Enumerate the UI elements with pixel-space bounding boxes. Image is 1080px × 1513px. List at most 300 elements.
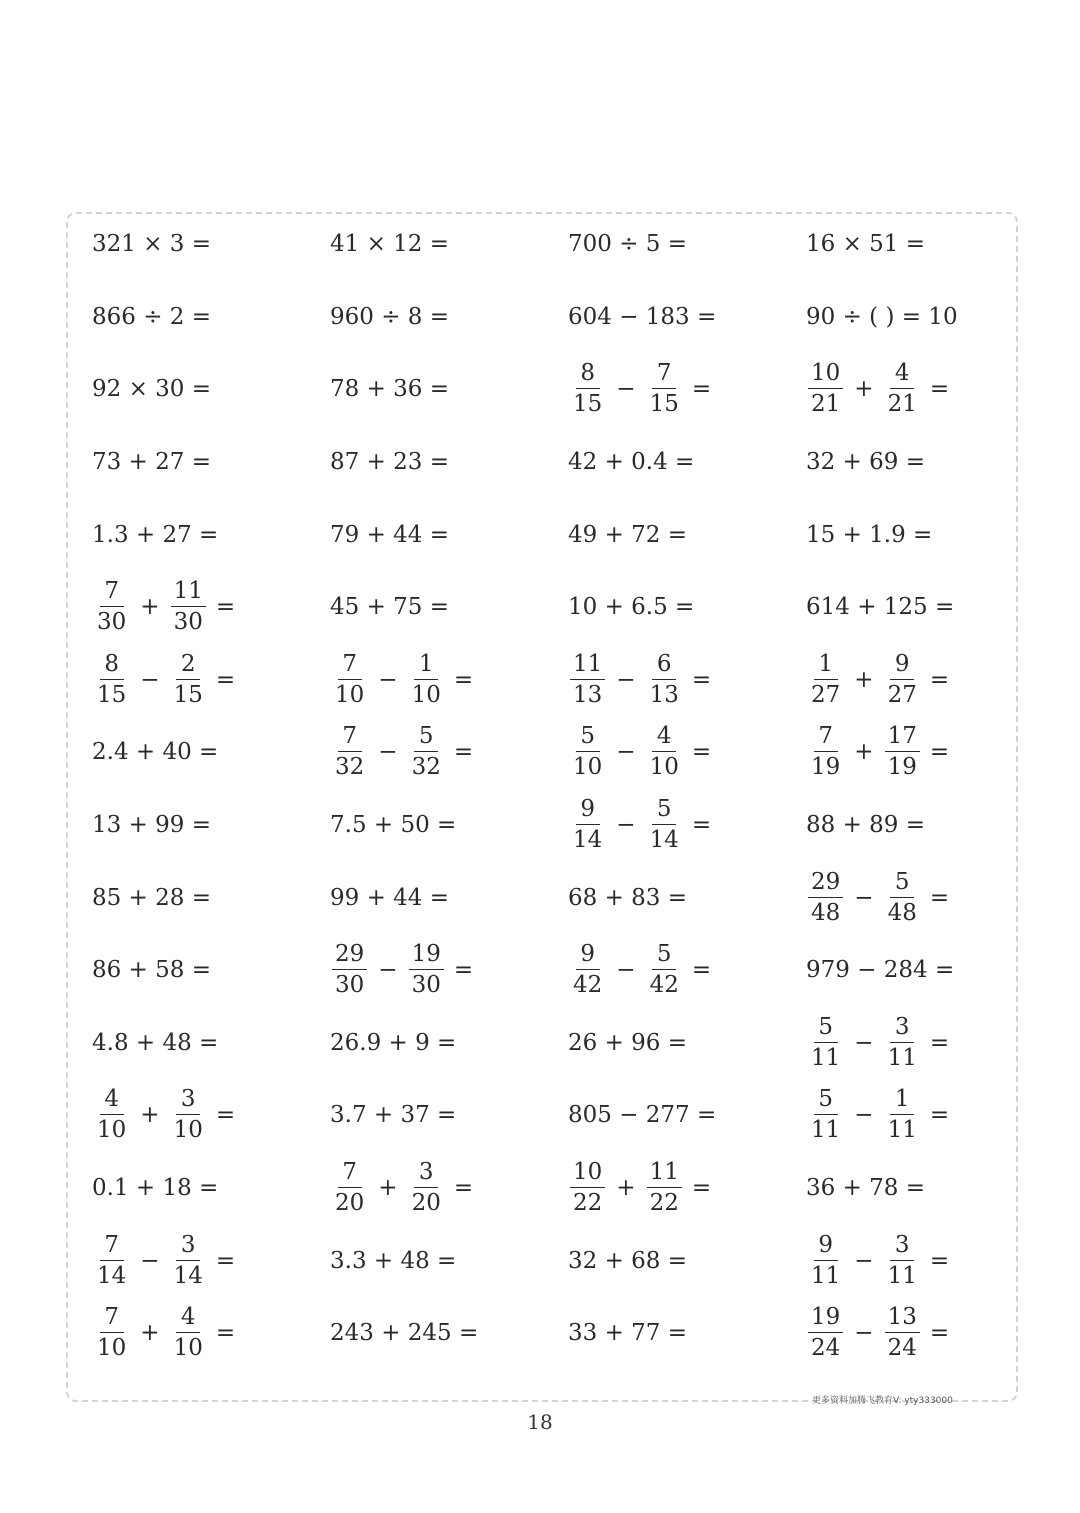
- numerator: 19: [409, 943, 444, 970]
- problem-cell: [568, 1224, 687, 1297]
- equals-sign: =: [929, 884, 950, 911]
- problem-text: 3.3 + 48 =: [330, 1247, 457, 1274]
- numerator: 29: [808, 871, 843, 898]
- denominator: 11: [811, 1117, 841, 1144]
- denominator: 14: [573, 827, 603, 854]
- denominator: 19: [811, 754, 841, 781]
- numerator: 5: [890, 871, 914, 898]
- problem-text: 1.3 + 27 =: [92, 521, 219, 548]
- denominator: 30: [97, 609, 127, 636]
- problem-cell: [92, 1007, 218, 1080]
- fraction: [94, 1306, 129, 1360]
- operator: −: [854, 884, 874, 911]
- problem-cell: [92, 861, 211, 934]
- problem-cell: [92, 1297, 235, 1370]
- problem-text: 604 − 183 =: [568, 303, 717, 330]
- problem-text: 86 + 58 =: [92, 957, 212, 984]
- fraction: [171, 1306, 206, 1360]
- fraction: [94, 650, 129, 708]
- fraction: [94, 580, 129, 634]
- problem-cell: [568, 1152, 711, 1225]
- numerator: 4: [176, 1306, 200, 1333]
- problem-cell: [330, 1007, 456, 1080]
- problem-grid: [92, 208, 1012, 1370]
- equals-sign: =: [929, 1102, 950, 1129]
- equals-sign: =: [215, 594, 236, 621]
- numerator: 11: [171, 580, 206, 607]
- problem-cell: [806, 789, 925, 862]
- numerator: 3: [414, 1161, 438, 1188]
- problem-cell: [92, 1224, 235, 1297]
- denominator: 10: [411, 681, 441, 708]
- problem-cell: [806, 208, 925, 281]
- operator: +: [378, 1175, 398, 1202]
- problem-text: 243 + 245 =: [330, 1320, 479, 1347]
- problem-cell: [92, 353, 211, 426]
- denominator: 15: [173, 681, 203, 708]
- problem-row: [92, 934, 1012, 1007]
- problem-row: [92, 1079, 1012, 1152]
- numerator: 4: [652, 725, 676, 752]
- denominator: 30: [335, 972, 365, 999]
- problem-text: 700 ÷ 5 =: [568, 231, 688, 258]
- problem-cell: [806, 934, 954, 1007]
- problem-cell: [92, 208, 211, 281]
- problem-text: 614 + 125 =: [806, 594, 955, 621]
- problem-cell: [568, 1007, 687, 1080]
- problem-text: 49 + 72 =: [568, 521, 688, 548]
- numerator: 7: [338, 725, 362, 752]
- problem-cell: [806, 1079, 949, 1152]
- problem-text: 15 + 1.9 =: [806, 521, 933, 548]
- problem-cell: [330, 281, 449, 354]
- problem-cell: [806, 426, 925, 499]
- numerator: 10: [808, 362, 843, 389]
- problem-text: 41 × 12 =: [330, 231, 450, 258]
- fraction: [885, 1306, 920, 1360]
- problem-text: 13 + 99 =: [92, 812, 212, 839]
- problem-row: [92, 498, 1012, 571]
- problem-cell: [92, 498, 218, 571]
- operator: −: [854, 1320, 874, 1347]
- operator: +: [140, 594, 160, 621]
- denominator: 10: [97, 1335, 127, 1362]
- numerator: 10: [570, 1161, 605, 1188]
- denominator: 19: [887, 754, 917, 781]
- fraction: [171, 1231, 206, 1289]
- problem-cell: [330, 789, 456, 862]
- fraction: [885, 1013, 920, 1071]
- equals-sign: =: [691, 666, 712, 693]
- fraction: [808, 868, 843, 926]
- problem-text: 3.7 + 37 =: [330, 1102, 457, 1129]
- numerator: 9: [890, 653, 914, 680]
- denominator: 11: [811, 1044, 841, 1071]
- problem-text: 960 ÷ 8 =: [330, 303, 450, 330]
- problem-cell: [92, 426, 211, 499]
- fraction: [409, 650, 444, 708]
- denominator: 27: [811, 681, 841, 708]
- denominator: 22: [649, 1190, 679, 1217]
- numerator: 5: [652, 943, 676, 970]
- fraction: [332, 943, 367, 997]
- numerator: 7: [338, 653, 362, 680]
- denominator: 14: [649, 827, 679, 854]
- problem-text: 33 + 77 =: [568, 1320, 688, 1347]
- problem-text: 90 ÷ ( ) = 10: [806, 303, 958, 330]
- denominator: 10: [573, 754, 603, 781]
- problem-row: [92, 716, 1012, 789]
- problem-text: 32 + 69 =: [806, 449, 926, 476]
- fraction: [647, 362, 682, 416]
- problem-text: 2.4 + 40 =: [92, 739, 219, 766]
- equals-sign: =: [929, 1247, 950, 1274]
- equals-sign: =: [453, 1175, 474, 1202]
- denominator: 10: [173, 1335, 203, 1362]
- denominator: 11: [887, 1044, 917, 1071]
- denominator: 20: [411, 1190, 441, 1217]
- problem-cell: [92, 1079, 235, 1152]
- numerator: 7: [100, 580, 124, 607]
- operator: −: [378, 739, 398, 766]
- equals-sign: =: [215, 1247, 236, 1274]
- operator: +: [854, 376, 874, 403]
- problem-row: [92, 571, 1012, 644]
- problem-cell: [92, 934, 211, 1007]
- denominator: 11: [887, 1117, 917, 1144]
- problem-cell: [92, 281, 211, 354]
- numerator: 7: [100, 1234, 124, 1261]
- denominator: 30: [411, 972, 441, 999]
- problem-cell: [568, 644, 711, 717]
- denominator: 21: [811, 391, 841, 418]
- denominator: 10: [97, 1117, 127, 1144]
- problem-text: 92 × 30 =: [92, 376, 212, 403]
- numerator: 5: [414, 725, 438, 752]
- numerator: 29: [332, 943, 367, 970]
- denominator: 11: [811, 1262, 841, 1289]
- problem-cell: [330, 934, 473, 1007]
- numerator: 5: [814, 1016, 838, 1043]
- fraction: [885, 868, 920, 926]
- operator: +: [140, 1320, 160, 1347]
- problem-cell: [330, 208, 449, 281]
- problem-text: 979 − 284 =: [806, 957, 955, 984]
- problem-cell: [92, 716, 218, 789]
- fraction: [808, 725, 843, 779]
- fraction: [808, 650, 843, 708]
- problem-row: [92, 281, 1012, 354]
- problem-text: 99 + 44 =: [330, 884, 450, 911]
- denominator: 10: [173, 1117, 203, 1144]
- problem-cell: [806, 644, 949, 717]
- problem-cell: [568, 281, 716, 354]
- problem-row: [92, 353, 1012, 426]
- denominator: 15: [97, 681, 127, 708]
- numerator: 17: [885, 725, 920, 752]
- fraction: [647, 943, 682, 997]
- numerator: 1: [414, 653, 438, 680]
- numerator: 3: [890, 1234, 914, 1261]
- numerator: 5: [576, 725, 600, 752]
- problem-row: [92, 1007, 1012, 1080]
- denominator: 30: [173, 609, 203, 636]
- equals-sign: =: [453, 739, 474, 766]
- fraction: [409, 943, 444, 997]
- problem-cell: [330, 498, 449, 571]
- problem-cell: [806, 1007, 949, 1080]
- denominator: 24: [887, 1335, 917, 1362]
- problem-row: [92, 426, 1012, 499]
- problem-cell: [330, 426, 449, 499]
- problem-text: 321 × 3 =: [92, 231, 212, 258]
- fraction: [647, 650, 682, 708]
- problem-row: [92, 1224, 1012, 1297]
- problem-cell: [806, 861, 949, 934]
- problem-cell: [330, 1152, 473, 1225]
- problem-cell: [92, 789, 211, 862]
- equals-sign: =: [453, 666, 474, 693]
- problem-cell: [806, 1297, 949, 1370]
- problem-text: 42 + 0.4 =: [568, 449, 695, 476]
- fraction: [409, 725, 444, 779]
- denominator: 42: [649, 972, 679, 999]
- numerator: 7: [652, 362, 676, 389]
- fraction: [94, 1231, 129, 1289]
- fraction: [332, 725, 367, 779]
- numerator: 8: [576, 362, 600, 389]
- fraction: [808, 1088, 843, 1142]
- denominator: 13: [649, 681, 679, 708]
- problem-cell: [568, 426, 694, 499]
- numerator: 8: [100, 653, 124, 680]
- fraction: [808, 1013, 843, 1071]
- numerator: 3: [176, 1088, 200, 1115]
- numerator: 9: [576, 798, 600, 825]
- problem-cell: [568, 1079, 716, 1152]
- problem-cell: [806, 1152, 925, 1225]
- problem-text: 87 + 23 =: [330, 449, 450, 476]
- numerator: 13: [885, 1306, 920, 1333]
- operator: −: [378, 957, 398, 984]
- numerator: 11: [647, 1161, 682, 1188]
- equals-sign: =: [691, 1175, 712, 1202]
- fraction: [332, 650, 367, 708]
- operator: −: [140, 666, 160, 693]
- problem-cell: [92, 1152, 218, 1225]
- numerator: 6: [652, 653, 676, 680]
- fraction: [570, 1161, 605, 1215]
- fraction: [171, 1088, 206, 1142]
- denominator: 15: [649, 391, 679, 418]
- problem-cell: [330, 571, 449, 644]
- problem-cell: [330, 1224, 456, 1297]
- problem-text: 85 + 28 =: [92, 884, 212, 911]
- numerator: 11: [570, 653, 605, 680]
- problem-cell: [330, 644, 473, 717]
- numerator: 5: [652, 798, 676, 825]
- fraction: [94, 1088, 129, 1142]
- operator: +: [854, 666, 874, 693]
- fraction: [885, 650, 920, 708]
- problem-text: 79 + 44 =: [330, 521, 450, 548]
- operator: −: [616, 666, 636, 693]
- problem-cell: [568, 498, 687, 571]
- denominator: 32: [335, 754, 365, 781]
- problem-cell: [330, 861, 449, 934]
- numerator: 5: [814, 1088, 838, 1115]
- denominator: 11: [887, 1262, 917, 1289]
- problem-cell: [806, 571, 954, 644]
- fraction: [885, 1231, 920, 1289]
- problem-text: 16 × 51 =: [806, 231, 926, 258]
- equals-sign: =: [691, 812, 712, 839]
- fraction: [885, 725, 920, 779]
- fraction: [647, 798, 682, 852]
- problem-cell: [806, 1224, 949, 1297]
- fraction: [885, 362, 920, 416]
- operator: −: [140, 1247, 160, 1274]
- numerator: 2: [176, 653, 200, 680]
- denominator: 24: [811, 1335, 841, 1362]
- equals-sign: =: [929, 376, 950, 403]
- problem-text: 26 + 96 =: [568, 1029, 688, 1056]
- problem-row: [92, 644, 1012, 717]
- operator: −: [854, 1247, 874, 1274]
- problem-cell: [568, 1297, 687, 1370]
- numerator: 7: [814, 725, 838, 752]
- equals-sign: =: [215, 666, 236, 693]
- numerator: 19: [808, 1306, 843, 1333]
- numerator: 9: [576, 943, 600, 970]
- denominator: 48: [887, 899, 917, 926]
- operator: +: [140, 1102, 160, 1129]
- fraction: [885, 1088, 920, 1142]
- problem-text: 68 + 83 =: [568, 884, 688, 911]
- denominator: 27: [887, 681, 917, 708]
- problem-cell: [568, 861, 687, 934]
- denominator: 10: [335, 681, 365, 708]
- denominator: 22: [573, 1190, 603, 1217]
- denominator: 10: [649, 754, 679, 781]
- numerator: 3: [176, 1234, 200, 1261]
- problem-cell: [330, 1079, 456, 1152]
- problem-cell: [806, 716, 949, 789]
- equals-sign: =: [691, 739, 712, 766]
- denominator: 13: [573, 681, 603, 708]
- numerator: 3: [890, 1016, 914, 1043]
- operator: −: [616, 376, 636, 403]
- operator: −: [616, 739, 636, 766]
- fraction: [808, 1231, 843, 1289]
- problem-text: 36 + 78 =: [806, 1175, 926, 1202]
- equals-sign: =: [691, 376, 712, 403]
- fraction: [570, 362, 605, 416]
- problem-cell: [568, 716, 711, 789]
- fraction: [808, 362, 843, 416]
- fraction: [570, 943, 605, 997]
- fraction: [647, 725, 682, 779]
- problem-cell: [92, 644, 235, 717]
- problem-cell: [568, 208, 687, 281]
- equals-sign: =: [929, 1320, 950, 1347]
- problem-text: 0.1 + 18 =: [92, 1175, 219, 1202]
- equals-sign: =: [691, 957, 712, 984]
- equals-sign: =: [929, 739, 950, 766]
- denominator: 21: [887, 391, 917, 418]
- denominator: 14: [97, 1262, 127, 1289]
- numerator: 9: [814, 1234, 838, 1261]
- equals-sign: =: [453, 957, 474, 984]
- problem-text: 45 + 75 =: [330, 594, 450, 621]
- numerator: 7: [338, 1161, 362, 1188]
- numerator: 4: [890, 362, 914, 389]
- problem-text: 10 + 6.5 =: [568, 594, 695, 621]
- problem-row: [92, 789, 1012, 862]
- problem-text: 4.8 + 48 =: [92, 1029, 219, 1056]
- denominator: 42: [573, 972, 603, 999]
- problem-cell: [806, 281, 958, 354]
- fraction: [570, 725, 605, 779]
- numerator: 1: [890, 1088, 914, 1115]
- problem-text: 805 − 277 =: [568, 1102, 717, 1129]
- problem-cell: [92, 571, 235, 644]
- problem-cell: [568, 789, 711, 862]
- problem-cell: [568, 934, 711, 1007]
- problem-row: [92, 1297, 1012, 1370]
- problem-cell: [806, 498, 932, 571]
- problem-cell: [568, 353, 711, 426]
- page-number: 18: [527, 1410, 553, 1434]
- problem-cell: [330, 353, 449, 426]
- fraction: [808, 1306, 843, 1360]
- equals-sign: =: [215, 1102, 236, 1129]
- operator: +: [854, 739, 874, 766]
- problem-row: [92, 208, 1012, 281]
- problem-text: 78 + 36 =: [330, 376, 450, 403]
- problem-text: 7.5 + 50 =: [330, 812, 457, 839]
- denominator: 15: [573, 391, 603, 418]
- denominator: 32: [411, 754, 441, 781]
- fraction: [570, 798, 605, 852]
- problem-text: 73 + 27 =: [92, 449, 212, 476]
- problem-cell: [330, 1297, 478, 1370]
- operator: −: [616, 812, 636, 839]
- fraction: [570, 650, 605, 708]
- fraction: [647, 1161, 682, 1215]
- denominator: 14: [173, 1262, 203, 1289]
- problem-text: 32 + 68 =: [568, 1247, 688, 1274]
- numerator: 1: [814, 653, 838, 680]
- watermark-text: 更多资料加腾飞教育V: yty333000: [812, 1396, 953, 1406]
- equals-sign: =: [929, 1029, 950, 1056]
- operator: −: [378, 666, 398, 693]
- problem-row: [92, 861, 1012, 934]
- operator: +: [616, 1175, 636, 1202]
- equals-sign: =: [929, 666, 950, 693]
- numerator: 4: [100, 1088, 124, 1115]
- problem-cell: [806, 353, 949, 426]
- denominator: 20: [335, 1190, 365, 1217]
- operator: −: [854, 1102, 874, 1129]
- problem-text: 866 ÷ 2 =: [92, 303, 212, 330]
- problem-row: [92, 1152, 1012, 1225]
- operator: −: [854, 1029, 874, 1056]
- problem-cell: [568, 571, 694, 644]
- operator: −: [616, 957, 636, 984]
- problem-text: 88 + 89 =: [806, 812, 926, 839]
- fraction: [171, 650, 206, 708]
